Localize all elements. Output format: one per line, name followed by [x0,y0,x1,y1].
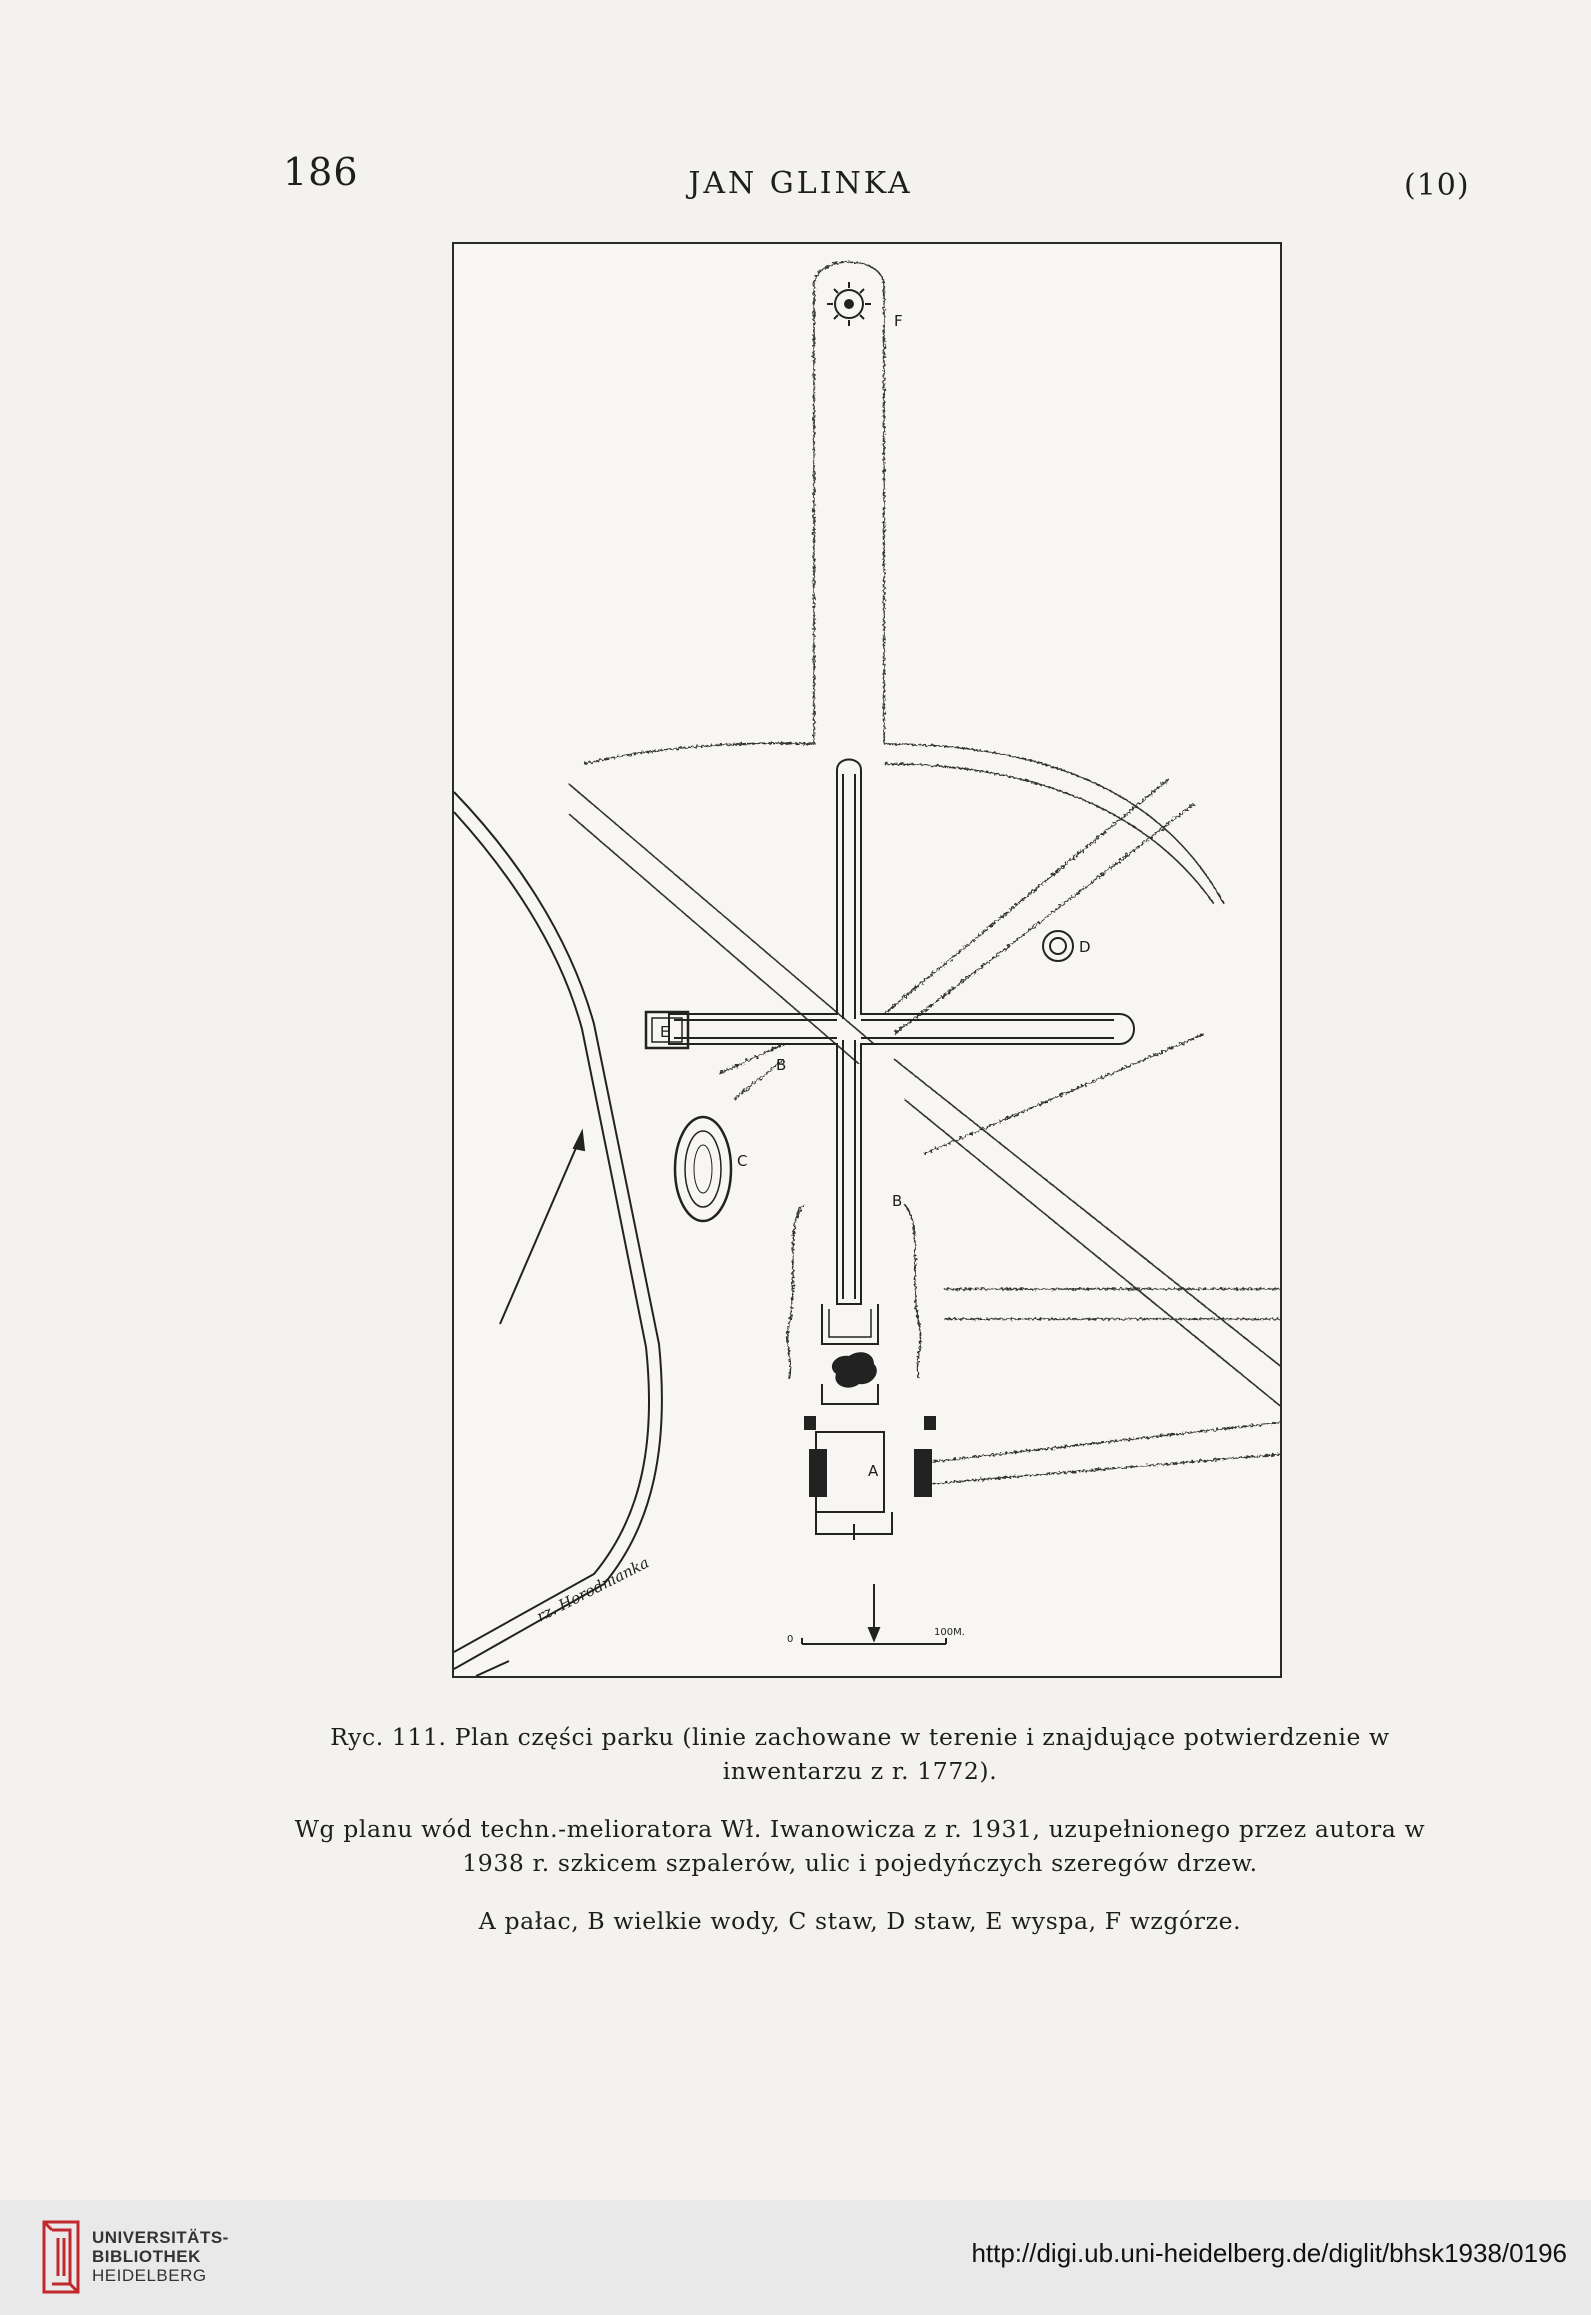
running-head [0,166,1591,201]
caption-line-3: A pałac, B wielkie wody, C staw, D staw, E wyspa, F wzgórze. [478,1907,1242,1935]
north-arrow [500,1132,584,1324]
figure-caption [260,1720,1460,1962]
caption-line-2: Wg planu wód techn.-melioratora Wł. Iwanowicza z r. 1931, uzupełnionego przez autora w 1938 r. szkicem szpalerów, ulic i pojedyńczych szeregów drzew. [294,1815,1426,1877]
library-name [92,2228,229,2285]
river-flow-arrow [476,1661,509,1676]
section-number: (10) [1404,168,1470,203]
library-name-line-2: BIBLIOTHEK [92,2247,201,2266]
footer-bar [0,2200,1591,2315]
label-a: A [868,1462,879,1480]
label-f: F [894,312,903,330]
scale-label-end: 100M. [934,1627,965,1638]
page-number: 186 [283,150,359,194]
library-name-line-1: UNIVERSITÄTS- [92,2228,229,2247]
library-name-line-3: HEIDELBERG [92,2266,207,2285]
label-e: E [660,1023,670,1041]
palace-a [804,1304,936,1540]
hill-f [827,282,871,326]
pond-d [1043,931,1073,961]
park-plan-map [454,244,1282,1678]
scale-label-start: 0 [787,1634,794,1645]
tree-alleys [569,262,1282,1484]
label-d: D [1079,938,1091,956]
label-b-upper: B [776,1056,787,1074]
label-b-lower: B [892,1192,903,1210]
scale-bar [802,1584,946,1644]
label-c: C [737,1152,748,1170]
river-label: rz. Horodnianka [533,1553,652,1626]
river [454,792,662,1669]
park-plan-figure [452,242,1282,1678]
caption-line-1: Ryc. 111. Plan części parku (linie zachowane w terenie i znajdujące potwierdzenie w inwentarzu z r. 1772). [330,1723,1390,1785]
great-waters [669,760,1134,1305]
library-logo-icon [38,2218,86,2296]
permalink-url[interactable]: http://digi.ub.uni-heidelberg.de/diglit/bhsk1938/0196 [971,2238,1567,2268]
author-name: JAN GLINKA [688,166,913,201]
pond-c [675,1117,731,1221]
